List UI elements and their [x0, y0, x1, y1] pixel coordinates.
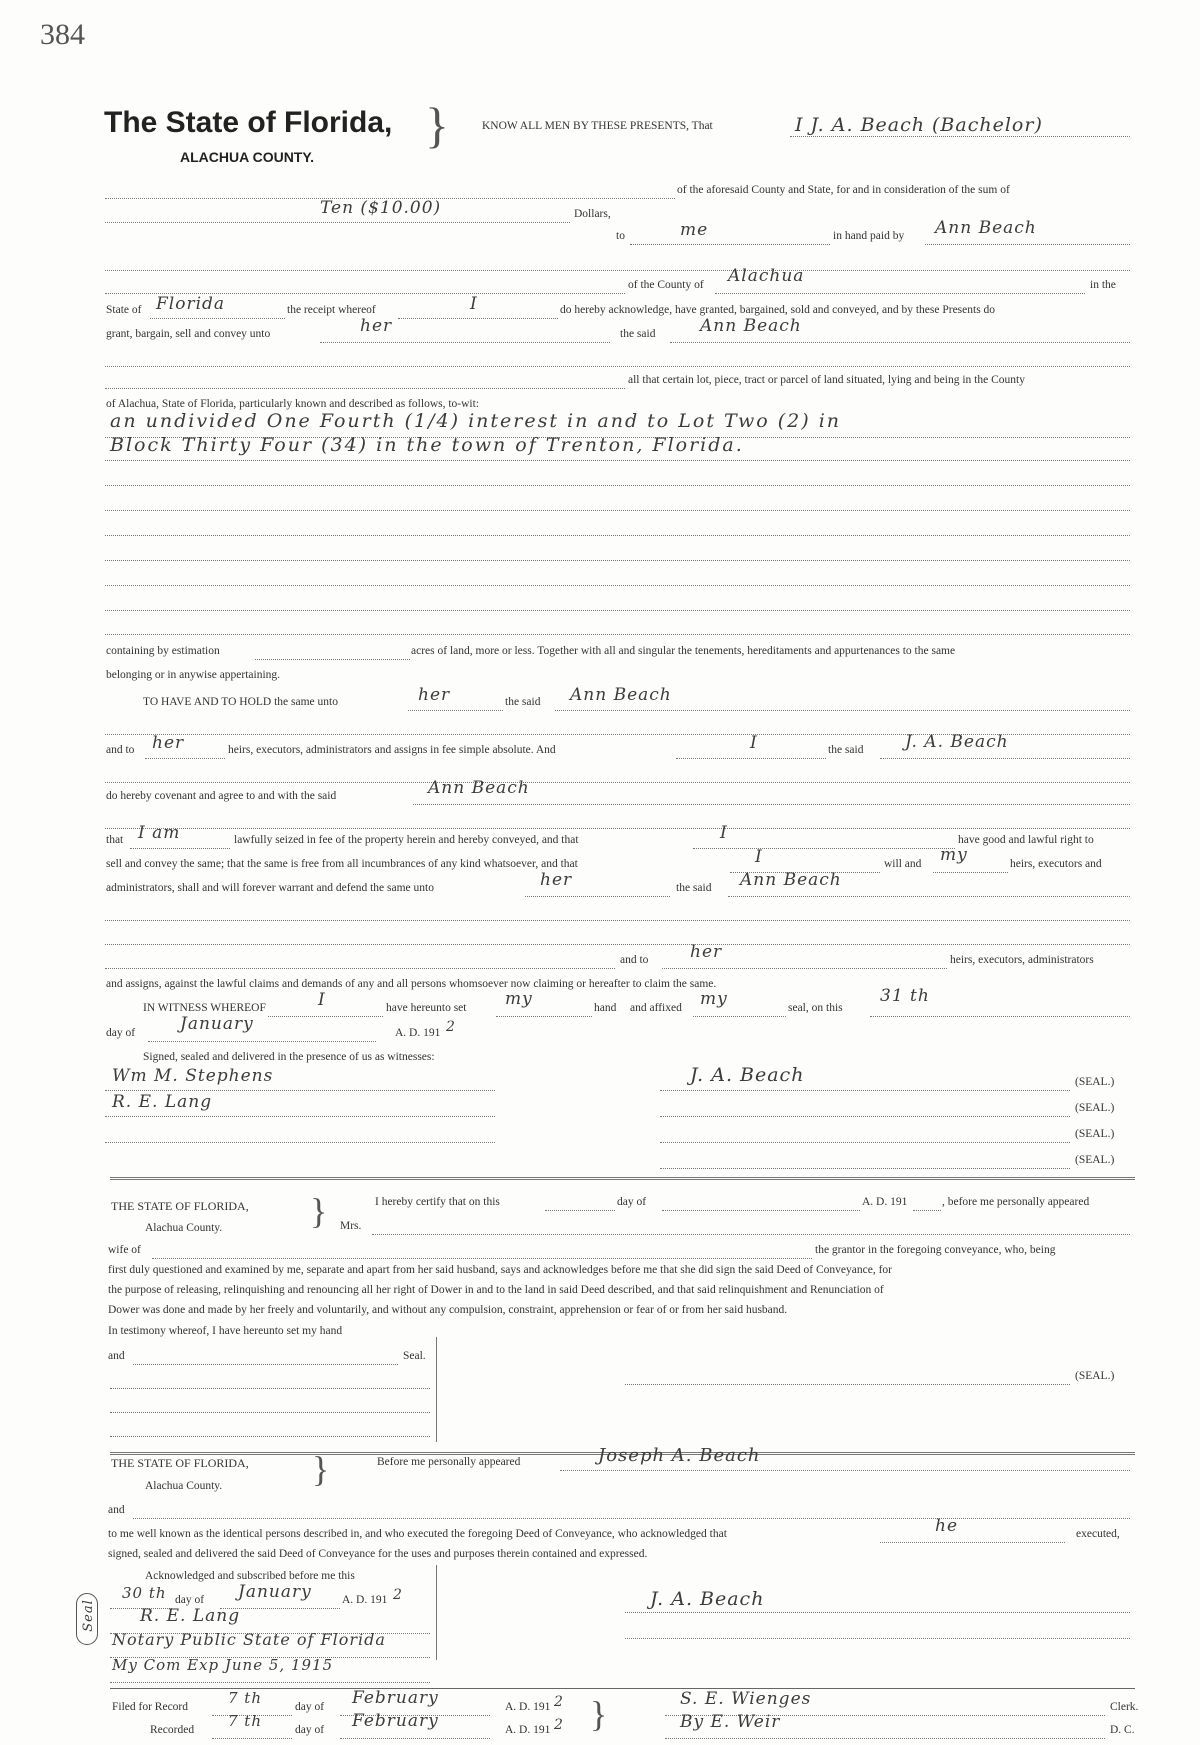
- covenant-handwriting: Ann Beach: [428, 778, 530, 798]
- dc-text: D. C.: [1110, 1724, 1135, 1736]
- witness-2-line: [105, 1116, 495, 1117]
- sell-handwriting: I: [755, 847, 763, 867]
- to-have-line: [408, 710, 503, 711]
- signature-line-3: [660, 1142, 1070, 1143]
- paid-by-text: in hand paid by: [833, 230, 905, 242]
- grantor-line: [790, 136, 1130, 137]
- rec-month-line: [340, 1738, 490, 1739]
- will-handwriting: my: [940, 845, 968, 865]
- dower-month-line: [662, 1210, 860, 1211]
- notary-seal-handwriting: Seal: [80, 1599, 96, 1632]
- grant-text: grant, bargain, sell and convey unto: [106, 328, 271, 340]
- seal-label-2: (SEAL.): [1075, 1102, 1115, 1114]
- notary-name-handwriting: R. E. Lang: [140, 1606, 241, 1626]
- and-name-line: [880, 758, 1130, 759]
- will-and-text: will and: [884, 858, 922, 870]
- ack-county: Alachua County.: [145, 1480, 223, 1492]
- to-have-name-line: [555, 710, 1130, 711]
- paid-by-handwriting: Ann Beach: [935, 218, 1037, 238]
- lawfully-handwriting: I: [720, 823, 728, 843]
- dower-state: THE STATE OF FLORIDA,: [111, 1199, 249, 1213]
- filed-day-of: day of: [295, 1701, 325, 1713]
- aforesaid-text: of the aforesaid County and State, for and in consideration of the sum of: [677, 184, 1010, 196]
- certify-text: I hereby certify that on this: [375, 1196, 500, 1208]
- county-of-text: of the County of: [628, 279, 704, 291]
- lawfully-text: lawfully seized in fee of the property herein and hereby conveyed, and that: [234, 834, 579, 846]
- acknowledged-text: Acknowledged and subscribed before me this: [145, 1570, 355, 1582]
- signed-text: signed, sealed and delivered the said Deed of Conveyance for the uses and purposes therein contained and expressed.: [108, 1548, 648, 1560]
- dower-day-of: day of: [617, 1196, 647, 1208]
- the-said-3-text: the said: [828, 744, 864, 756]
- receipt-line: [398, 318, 558, 319]
- ack-and-line: [133, 1518, 1130, 1519]
- dower-line-3: Dower was done and made by her freely and voluntarily, and without any compulsion, constraint, apprehension or fear of or from her said husband.: [108, 1304, 788, 1316]
- month-line: [148, 1041, 376, 1042]
- day-handwriting: 31 th: [880, 986, 930, 1006]
- dower-brace: }: [310, 1191, 328, 1231]
- commission-handwriting: My Com Exp June 5, 1915: [112, 1656, 334, 1674]
- dc-line: [665, 1738, 1105, 1739]
- rec-day-line: [212, 1738, 292, 1739]
- filed-ad: A. D. 191: [505, 1701, 551, 1713]
- county-title: ALACHUA COUNTY.: [180, 149, 315, 165]
- desc-line: [105, 610, 1130, 611]
- day-line: [870, 1016, 1130, 1017]
- ack-and-text: and: [108, 1504, 125, 1516]
- desc-line: [105, 485, 1130, 486]
- ack-signature: J. A. Beach: [650, 1588, 765, 1610]
- acres-line: [255, 659, 410, 660]
- and-to-text: and to: [106, 744, 135, 756]
- day-of-text: day of: [106, 1027, 136, 1039]
- affixed-line: [693, 1016, 786, 1017]
- signature-line-4: [660, 1168, 1070, 1169]
- set-line: [496, 1016, 592, 1017]
- description-line-2: Block Thirty Four (34) in the town of Trenton, Florida.: [110, 434, 744, 456]
- desc-line: [105, 634, 1130, 635]
- testimony-text: In testimony whereof, I have hereunto set my hand: [108, 1325, 343, 1337]
- seal-on-this-text: seal, on this: [788, 1002, 843, 1014]
- sum-line: [105, 222, 570, 223]
- grantee-line: [670, 342, 1130, 343]
- ack-signature-line-2: [625, 1638, 1130, 1639]
- will-line: [933, 872, 1008, 873]
- before-me-text: , before me personally appeared: [942, 1196, 1090, 1208]
- dower-seal-label: (SEAL.): [1075, 1370, 1115, 1382]
- paid-by-line: [925, 244, 1130, 245]
- rec-day-handwriting: 7 th: [228, 1712, 262, 1730]
- blank-line: [105, 920, 1130, 921]
- wife-of-line: [152, 1258, 812, 1259]
- ack-name-handwriting: Joseph A. Beach: [598, 1445, 761, 1466]
- state-title: The State of Florida,: [104, 106, 393, 139]
- state-of-text: State of: [106, 304, 142, 316]
- blank-line: [105, 968, 615, 969]
- desc-line: [105, 510, 1130, 511]
- ack-state: THE STATE OF FLORIDA,: [111, 1456, 249, 1470]
- and-assigns-text: and assigns, against the lawful claims and demands of any and all persons whomsoever now claiming or hereafter to claim the same.: [106, 978, 717, 990]
- county-handwriting: Alachua: [728, 266, 805, 286]
- administrators-text: administrators, shall and will forever warrant and defend the same unto: [106, 882, 434, 894]
- desc-line: [105, 585, 1130, 586]
- known-line: [880, 1542, 1065, 1543]
- dower-line-2: the purpose of releasing, relinquishing and renouncing all her right of Dower in and to the land in said Deed described, and that said relinquishment and Renunciation of: [108, 1284, 884, 1296]
- known-text: to me well known as the identical persons described in, and who executed the foregoing Deed of Conveyance, who acknowledged that: [108, 1528, 727, 1540]
- before-me-appeared: Before me personally appeared: [377, 1456, 521, 1468]
- dower-blank-2: [110, 1412, 430, 1413]
- to-handwriting: me: [680, 220, 709, 240]
- filed-text: Filed for Record: [112, 1701, 189, 1713]
- dower-seal-text: Seal.: [403, 1350, 426, 1362]
- ad-text: A. D. 191: [395, 1027, 441, 1039]
- grantee-handwriting: Ann Beach: [700, 316, 802, 336]
- that-text: that: [106, 834, 124, 846]
- filing-brace: }: [590, 1694, 608, 1734]
- blank-line: [105, 782, 1130, 783]
- mrs-text: Mrs.: [340, 1220, 362, 1232]
- and-name-handwriting: J. A. Beach: [905, 732, 1009, 752]
- and-handwriting: I: [750, 733, 758, 753]
- desc-line: [105, 560, 1130, 561]
- blank-line: [105, 388, 625, 389]
- covenant-line: [413, 804, 1130, 805]
- ack-ad: A. D. 191: [342, 1594, 388, 1606]
- witness-2-signature: R. E. Lang: [112, 1092, 213, 1112]
- grantor-signature: J. A. Beach: [690, 1064, 805, 1086]
- ack-day-handwriting: 30 th: [122, 1584, 167, 1602]
- notary-title-handwriting: Notary Public State of Florida: [112, 1630, 386, 1649]
- wife-of-text: wife of: [108, 1244, 141, 1256]
- in-the-text: in the: [1090, 279, 1116, 291]
- dower-blank-1: [110, 1388, 430, 1389]
- seal-label-4: (SEAL.): [1075, 1154, 1115, 1166]
- admin-name-handwriting: Ann Beach: [740, 870, 842, 890]
- grantor-text: the grantor in the foregoing conveyance, who, being: [815, 1244, 1056, 1256]
- blank-line: [105, 944, 1130, 945]
- grant-handwriting: her: [360, 316, 393, 336]
- blank-line: [105, 828, 1130, 829]
- certify-day-line: [545, 1210, 615, 1211]
- county-line: [715, 293, 1085, 294]
- dower-and-line: [133, 1364, 398, 1365]
- sum-handwriting: Ten ($10.00): [320, 198, 442, 218]
- dower-and-text: and: [108, 1350, 125, 1362]
- dower-year-line: [913, 1210, 941, 1211]
- clerk-handwriting: S. E. Wienges: [680, 1689, 812, 1709]
- witness-line: [268, 1016, 383, 1017]
- admin-name-line: [728, 896, 1130, 897]
- ack-month-handwriting: January: [238, 1582, 312, 1602]
- header-brace: }: [425, 97, 449, 153]
- ack-name-line: [560, 1470, 1130, 1471]
- ack-day-of: day of: [175, 1594, 205, 1606]
- dower-seal-bar: [436, 1337, 437, 1442]
- receipt-handwriting: I: [470, 294, 478, 314]
- known-handwriting: he: [935, 1516, 959, 1536]
- dower-line-1: first duly questioned and examined by me, separate and apart from her said husband, says and acknowledges before me that she did sign the said Deed of Conveyance, for: [108, 1264, 892, 1276]
- witness-1-signature: Wm M. Stephens: [112, 1066, 274, 1086]
- to-line: [630, 244, 830, 245]
- and-to-2-handwriting: her: [690, 942, 723, 962]
- heirs-exec-2-text: heirs, executors and: [1010, 858, 1102, 870]
- clerk-text: Clerk.: [1110, 1701, 1139, 1713]
- hand-text: hand: [594, 1002, 617, 1014]
- set-handwriting: my: [505, 989, 533, 1009]
- and-to-line: [145, 758, 225, 759]
- dc-handwriting: By E. Weir: [680, 1712, 781, 1732]
- witness-1-line: [105, 1090, 495, 1091]
- recorded-text: Recorded: [150, 1724, 195, 1736]
- that-line: [130, 848, 230, 849]
- to-text: to: [616, 230, 625, 242]
- heirs-exec-3-text: heirs, executors, administrators: [950, 954, 1094, 966]
- dower-blank-3: [110, 1436, 430, 1437]
- the-said-text: the said: [620, 328, 656, 340]
- to-have-handwriting: her: [418, 685, 451, 705]
- filing-divider: [110, 1688, 1135, 1689]
- sell-convey-text: sell and convey the same; that the same is free from all incumbrances of any kind whatsoever, and that: [106, 858, 578, 870]
- dower-signature-line: [625, 1384, 1070, 1385]
- to-have-name-handwriting: Ann Beach: [570, 685, 672, 705]
- the-said-2-text: the said: [505, 696, 541, 708]
- desc-line: [105, 535, 1130, 536]
- and-to-2-text: and to: [620, 954, 649, 966]
- page-number: 384: [40, 18, 85, 51]
- rec-ad: A. D. 191: [505, 1724, 551, 1736]
- blank-line: [105, 366, 1130, 367]
- grantor-handwriting: I J. A. Beach (Bachelor): [795, 114, 1043, 136]
- and-affixed-text: and affixed: [630, 1002, 682, 1014]
- section-divider: [110, 1177, 1135, 1180]
- grant-line: [320, 342, 610, 343]
- affixed-handwriting: my: [700, 989, 728, 1009]
- of-alachua-text: of Alachua, State of Florida, particularly known and described as follows, to-wit:: [106, 398, 480, 410]
- ack-notary-bar: [436, 1565, 437, 1660]
- dower-ad: A. D. 191: [862, 1196, 908, 1208]
- commission-line: [110, 1682, 430, 1683]
- to-have-text: TO HAVE AND TO HOLD the same unto: [143, 696, 338, 708]
- witness-handwriting: I: [318, 990, 326, 1010]
- filed-month-handwriting: February: [352, 1688, 439, 1708]
- signature-line-1: [660, 1090, 1070, 1091]
- admin-line: [525, 896, 670, 897]
- seal-label-3: (SEAL.): [1075, 1128, 1115, 1140]
- admin-handwriting: her: [540, 870, 573, 890]
- dollars-text: Dollars,: [574, 208, 611, 220]
- ack-year-handwriting: 2: [393, 1587, 403, 1603]
- lawfully-line: [693, 848, 955, 849]
- that-handwriting: I am: [138, 823, 181, 843]
- witness-3-line: [105, 1142, 495, 1143]
- blank-line: [105, 270, 1130, 271]
- have-hereunto-text: have hereunto set: [386, 1002, 467, 1014]
- heirs-exec-text: heirs, executors, administrators and assigns in fee simple absolute. And: [228, 744, 556, 756]
- and-line: [676, 758, 826, 759]
- seal-label-1: (SEAL.): [1075, 1076, 1115, 1088]
- month-handwriting: January: [180, 1014, 254, 1034]
- containing-text: containing by estimation: [106, 645, 220, 657]
- filed-year-handwriting: 2: [554, 1694, 564, 1710]
- know-all-men: KNOW ALL MEN BY THESE PRESENTS, That: [482, 120, 713, 132]
- all-that-text: all that certain lot, piece, tract or parcel of land situated, lying and being in the County: [628, 374, 1025, 386]
- and-to-2-line: [662, 968, 947, 969]
- state-line: [150, 318, 285, 319]
- signed-sealed-text: Signed, sealed and delivered in the presence of us as witnesses:: [143, 1051, 435, 1063]
- mrs-line: [372, 1234, 1130, 1235]
- acres-text: acres of land, more or less. Together with all and singular the tenements, hereditaments and appurtenances to the same: [411, 645, 956, 657]
- ack-brace: }: [312, 1449, 330, 1489]
- filed-day-handwriting: 7 th: [228, 1689, 262, 1707]
- signature-line-2: [660, 1116, 1070, 1117]
- belonging-text: belonging or in anywise appertaining.: [106, 669, 281, 681]
- description-line-1: an undivided One Fourth (1/4) interest in and to Lot Two (2) in: [110, 410, 842, 432]
- receipt-text: the receipt whereof: [287, 304, 376, 316]
- covenant-text: do hereby covenant and agree to and with the said: [106, 790, 337, 802]
- year-handwriting: 2: [446, 1019, 456, 1035]
- state-handwriting: Florida: [156, 294, 226, 314]
- and-to-handwriting: her: [152, 733, 185, 753]
- rec-day-of: day of: [295, 1724, 325, 1736]
- the-said-4-text: the said: [676, 882, 712, 894]
- have-good-text: have good and lawful right to: [958, 834, 1094, 846]
- rec-month-handwriting: February: [352, 1711, 439, 1731]
- do-hereby-text: do hereby acknowledge, have granted, bargained, sold and conveyed, and by these Presents do: [560, 304, 996, 316]
- in-witness-text: IN WITNESS WHEREOF: [143, 1002, 266, 1014]
- rec-year-handwriting: 2: [554, 1717, 564, 1733]
- ack-signature-line: [625, 1612, 1130, 1613]
- desc-line: [105, 460, 1130, 461]
- executed-text: executed,: [1076, 1528, 1120, 1540]
- dower-county: Alachua County.: [145, 1222, 223, 1234]
